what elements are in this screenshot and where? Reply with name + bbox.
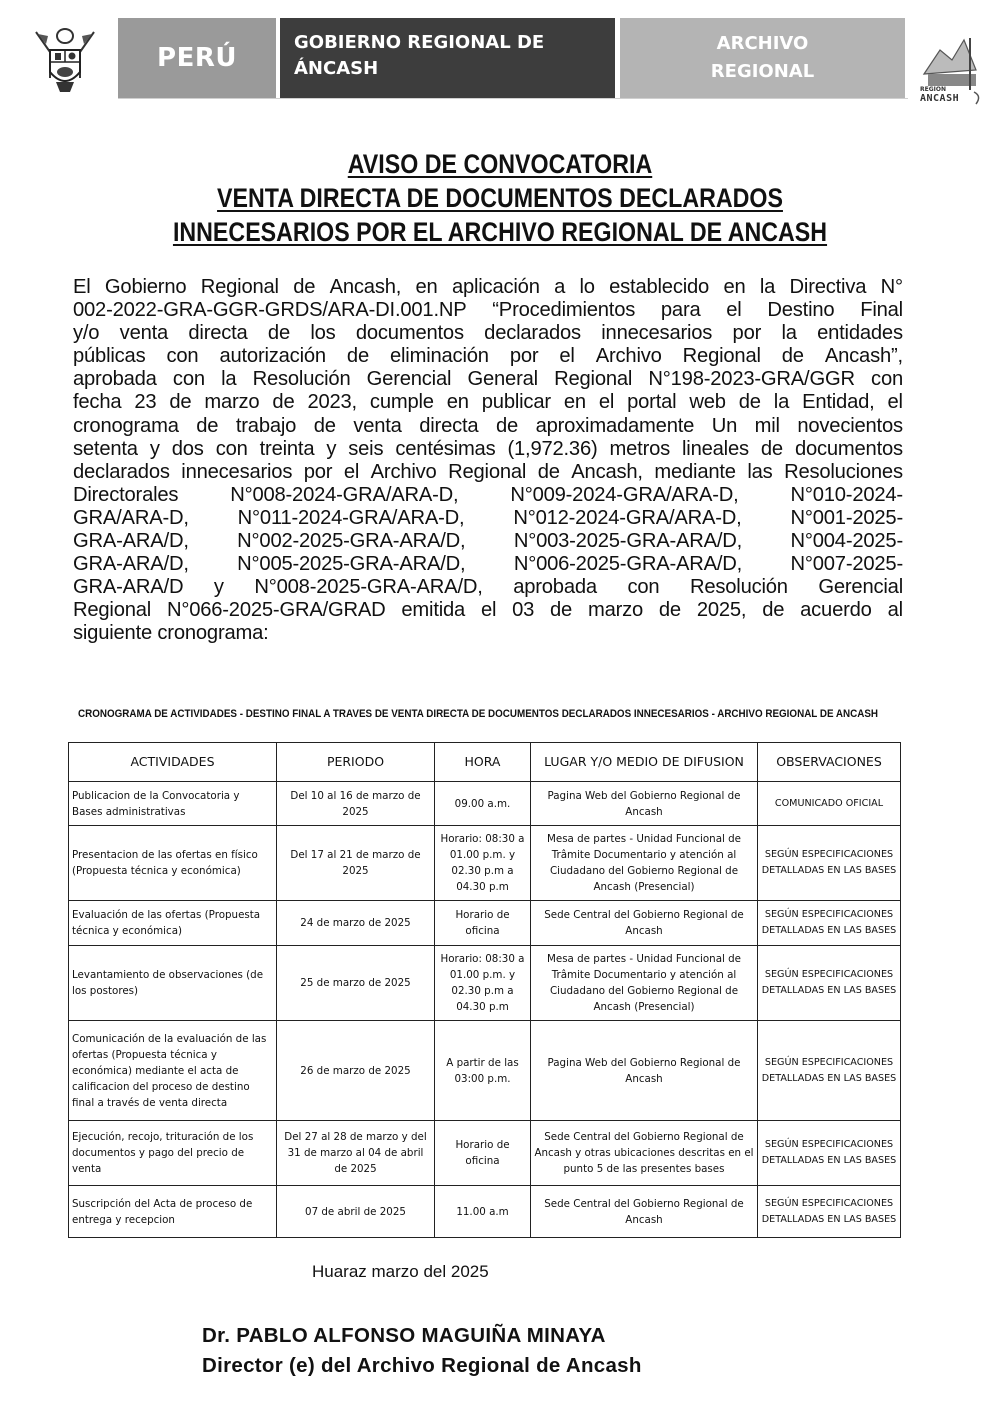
banner-gobierno-line1: GOBIERNO REGIONAL DE [294,32,545,53]
cell-periodo: 07 de abril de 2025 [277,1186,435,1238]
logo-ancash-label: ANCASH [920,93,960,104]
body-line: 002-2022-GRA-GGR-GRDS/ARA-DI.001.NP “Procedimientos para el Destino Final [73,299,903,322]
body-line: públicas con autorización de eliminación por el Archivo Regional de Ancash”, [73,345,903,368]
signatory-role: Director (e) del Archivo Regional de Ancash [202,1354,642,1377]
column-header: LUGAR Y/O MEDIO DE DIFUSION [531,743,758,782]
cell-lugar: Pagina Web del Gobierno Regional de Ancash [531,1021,758,1121]
banner-gobierno-regional [280,18,615,98]
peru-coat-of-arms-icon [28,22,102,98]
cell-observaciones: COMUNICADO OFICIAL [758,782,901,826]
cell-observaciones: SEGÚN ESPECIFICACIONES DETALLADAS EN LAS BASES [758,901,901,946]
cell-lugar: Mesa de partes - Unidad Funcional de Trâmite Documentario y atención al Ciudadano del Gobierno Regional de Ancash (Presencial) [531,826,758,901]
cell-lugar: Sede Central del Gobierno Regional de Ancash y otras ubicaciones descritas en el punto 5 de las presentes bases [531,1121,758,1186]
cell-hora: Horario: 08:30 a 01.00 p.m. y 02.30 p.m a 04.30 p.m [435,826,531,901]
table-row [69,946,901,1021]
table-row [69,1121,901,1186]
body-line: declarados innecesarios por el Archivo Regional de Ancash, mediante las Resoluciones [73,460,903,483]
cell-lugar: Mesa de partes - Unidad Funcional de Trâmite Documentario y atención al Ciudadano del Gobierno Regional de Ancash (Presencial) [531,946,758,1021]
body-line: cronograma de trabajo de venta directa de aproximadamente Un mil novecientos [73,414,903,437]
column-header: OBSERVACIONES [758,743,901,782]
cell-periodo: 26 de marzo de 2025 [277,1021,435,1121]
cell-hora: Horario: 08:30 a 01.00 p.m. y 02.30 p.m a 04.30 p.m [435,946,531,1021]
table-row [69,826,901,901]
body-line: El Gobierno Regional de Ancash, en aplicación a lo establecido en la Directiva N° [73,276,903,298]
cell-hora: Horario de oficina [435,1121,531,1186]
table-row [69,1186,901,1238]
cell-periodo: Del 17 al 21 de marzo de 2025 [277,826,435,901]
region-ancash-logo-icon [918,30,986,106]
banner-peru [118,18,276,98]
body-line: GRA/ARA-D, N°011-2024-GRA/ARA-D, N°012-2024-GRA/ARA-D, N°001-2025- [73,506,903,529]
table-row [69,1021,901,1121]
body-line: GRA-ARA/D, N°005-2025-GRA-ARA/D, N°006-2025-GRA-ARA/D, N°007-2025- [73,553,903,576]
banner-archivo-line2: REGIONAL [710,61,815,82]
schedule-caption: CRONOGRAMA DE ACTIVIDADES - DESTINO FINAL A TRAVES DE VENTA DIRECTA DE DOCUMENTOS DECLARADOS INNECESARIOS - ARCHIVO REGIONAL DE ANCASH [78,708,879,720]
schedule-table [68,742,901,1238]
column-header: HORA [435,743,531,782]
body-line: Directorales N°008-2024-GRA/ARA-D, N°009-2024-GRA/ARA-D, N°010-2024- [73,483,903,506]
column-header: PERIODO [277,743,435,782]
table-row [69,901,901,946]
body-line: aprobada con la Resolución Gerencial General Regional N°198-2023-GRA/GGR con [73,368,903,391]
body-line: GRA-ARA/D, N°002-2025-GRA-ARA/D, N°003-2025-GRA-ARA/D, N°004-2025- [73,530,903,553]
cell-actividad: Suscripción del Acta de proceso de entrega y recepcion [69,1186,277,1238]
cell-hora: Horario de oficina [435,901,531,946]
document-title [70,147,930,249]
cell-periodo: Del 27 al 28 de marzo y del 31 de marzo al 04 de abril de 2025 [277,1121,435,1186]
cell-observaciones: SEGÚN ESPECIFICACIONES DETALLADAS EN LAS BASES [758,1121,901,1186]
table-header-row [69,743,901,782]
title-line-2: VENTA DIRECTA DE DOCUMENTOS DECLARADOS [217,183,783,213]
cell-observaciones: SEGÚN ESPECIFICACIONES DETALLADAS EN LAS BASES [758,1021,901,1121]
cell-lugar: Sede Central del Gobierno Regional de Ancash [531,901,758,946]
signatory-name: Dr. PABLO ALFONSO MAGUIÑA MINAYA [202,1324,606,1347]
cell-actividad: Evaluación de las ofertas (Propuesta técnica y económica) [69,901,277,946]
body-line: y/o venta directa de los documentos declarados innecesarios por la entidades [73,322,903,345]
banner-archivo-line1: ARCHIVO [716,33,809,54]
cell-hora: 11.00 a.m [435,1186,531,1238]
body-line: Regional N°066-2025-GRA/GRAD emitida el 03 de marzo de 2025, de acuerdo al [73,599,903,622]
banner-gobierno-line2: ÁNCASH [294,58,379,79]
cell-actividad: Ejecución, recojo, trituración de los documentos y pago del precio de venta [69,1121,277,1186]
table-row [69,782,901,826]
title-line-1: AVISO DE CONVOCATORIA [347,149,653,179]
place-and-date: Huaraz marzo del 2025 [312,1262,489,1281]
cell-actividad: Comunicación de la evaluación de las ofertas (Propuesta técnica y económica) mediante el acta de calificacion del proceso de destino final a través de venta directa [69,1021,277,1121]
cell-actividad: Levantamiento de observaciones (de los postores) [69,946,277,1021]
title-line-3: INNECESARIOS POR EL ARCHIVO REGIONAL DE ANCASH [172,217,828,247]
logo-region-label: REGION [920,86,946,93]
cell-lugar: Pagina Web del Gobierno Regional de Ancash [531,782,758,826]
body-line: GRA-ARA/D y N°008-2025-GRA-ARA/D, aprobada con Resolución Gerencial [73,576,903,599]
body-line: siguiente cronograma: [73,622,269,645]
banner-peru-text: PERÚ [157,43,237,73]
body-paragraph [73,276,903,646]
body-line: setenta y dos con treinta y seis centésimas (1,972.36) metros lineales de documentos [73,437,903,460]
cell-observaciones: SEGÚN ESPECIFICACIONES DETALLADAS EN LAS BASES [758,1186,901,1238]
header-divider [118,98,908,99]
cell-hora: 09.00 a.m. [435,782,531,826]
cell-periodo: 25 de marzo de 2025 [277,946,435,1021]
cell-periodo: 24 de marzo de 2025 [277,901,435,946]
cell-hora: A partir de las 03:00 p.m. [435,1021,531,1121]
cell-lugar: Sede Central del Gobierno Regional de Ancash [531,1186,758,1238]
banner-archivo-regional [620,18,905,98]
column-header: ACTIVIDADES [69,743,277,782]
cell-actividad: Publicacion de la Convocatoria y Bases administrativas [69,782,277,826]
cell-periodo: Del 10 al 16 de marzo de 2025 [277,782,435,826]
body-line: fecha 23 de marzo de 2023, cumple en publicar en el portal web de la Entidad, el [73,391,903,414]
cell-actividad: Presentacion de las ofertas en físico (Propuesta técnica y económica) [69,826,277,901]
cell-observaciones: SEGÚN ESPECIFICACIONES DETALLADAS EN LAS BASES [758,946,901,1021]
cell-observaciones: SEGÚN ESPECIFICACIONES DETALLADAS EN LAS BASES [758,826,901,901]
